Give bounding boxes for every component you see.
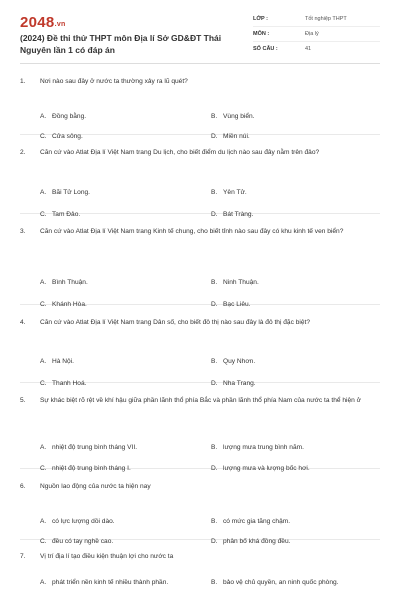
question-number: 3. <box>20 228 26 235</box>
option-b[interactable]: B. lượng mưa trung bình năm. <box>211 443 304 451</box>
option-b[interactable]: B. Yên Tử. <box>211 188 247 196</box>
option-a[interactable]: A. Hà Nội. <box>40 357 74 365</box>
question-number: 2. <box>20 149 26 156</box>
question-prompt: Sự khác biệt rõ rệt về khí hậu giữa phần lãnh thổ phía Bắc và phần lãnh thổ phía Nam của nước ta thể hiện ở <box>40 397 362 404</box>
question-4 <box>20 305 380 387</box>
option-a[interactable]: A. có lực lượng dồi dào. <box>40 517 115 525</box>
question-text <box>20 482 380 493</box>
meta-value: 41 <box>305 46 312 52</box>
option-c[interactable]: C. Tam Đảo. <box>40 210 81 218</box>
option-d[interactable]: D. Bạc Liêu. <box>211 300 251 308</box>
question-number: 6. <box>20 483 26 490</box>
meta-subject <box>253 27 380 42</box>
option-d[interactable]: D. phân bố khá đồng đều. <box>211 537 291 545</box>
meta-label: SỐ CÂU : <box>253 46 278 52</box>
question-1 <box>20 64 380 140</box>
meta-class <box>253 12 380 27</box>
meta-value: Tốt nghiệp THPT <box>305 16 347 22</box>
question-number: 1. <box>20 78 26 85</box>
meta-value: Địa lý <box>305 31 319 37</box>
question-2 <box>20 132 380 218</box>
exam-header <box>20 0 380 64</box>
question-text <box>20 77 380 88</box>
option-b[interactable]: B. có mức gia tăng chậm. <box>211 517 291 525</box>
question-prompt: Nguồn lao động của nước ta hiện nay <box>40 483 151 490</box>
question-3 <box>20 214 380 308</box>
question-number: 5. <box>20 397 26 404</box>
option-d[interactable]: D. Nha Trang. <box>211 379 256 387</box>
question-prompt: Vị trí địa lí tạo điều kiện thuận lợi cho nước ta <box>40 553 174 560</box>
option-d[interactable]: D. lượng mưa và lượng bốc hơi. <box>211 464 310 472</box>
option-a[interactable]: A. Bình Thuận. <box>40 278 88 286</box>
question-6 <box>20 469 380 545</box>
exam-meta <box>253 12 380 57</box>
meta-count <box>253 42 380 57</box>
option-a[interactable]: A. nhiệt độ trung bình tháng VII. <box>40 443 138 451</box>
question-7 <box>20 537 380 600</box>
option-c[interactable]: C. nhiệt độ trung bình tháng I. <box>40 464 131 472</box>
question-5 <box>20 383 380 472</box>
option-b[interactable]: B. Ninh Thuận. <box>211 278 259 286</box>
exam-title: (2024) Đề thi thử THPT môn Địa lí Sở GD&ĐT Thái Nguyên lần 1 có đáp án <box>20 33 222 55</box>
site-logo[interactable]: 2048.vn <box>20 14 66 31</box>
question-number: 7. <box>20 553 26 560</box>
option-a[interactable]: A. Bãi Tử Long. <box>40 188 91 196</box>
question-text <box>20 227 380 238</box>
option-c[interactable]: C. Cửa sông. <box>40 132 83 140</box>
option-d[interactable]: D. Miền núi. <box>211 132 250 140</box>
option-c[interactable]: C. Khánh Hòa. <box>40 300 87 308</box>
question-text <box>20 148 380 159</box>
option-c[interactable]: C. Thanh Hoá. <box>40 379 87 387</box>
question-prompt: Căn cứ vào Atlat Địa lí Việt Nam trang Du lịch, cho biết điểm du lịch nào sau đây nằm trên đảo? <box>40 149 320 156</box>
option-c[interactable]: C. đều có tay nghề cao. <box>40 537 114 545</box>
option-b[interactable]: B. bảo vệ chủ quyền, an ninh quốc phòng. <box>211 578 339 586</box>
question-prompt: Căn cứ vào Atlat Địa lí Việt Nam trang Dân số, cho biết đô thị nào sau đây là đô thị đặc biệt? <box>40 319 311 326</box>
question-number: 4. <box>20 319 26 326</box>
option-d[interactable]: D. Bát Tràng. <box>211 210 254 218</box>
option-a[interactable]: A. phát triển nền kinh tế nhiều thành phần. <box>40 578 169 586</box>
question-text <box>20 552 380 563</box>
question-text <box>20 318 380 329</box>
option-b[interactable]: B. Quy Nhơn. <box>211 357 256 365</box>
option-a[interactable]: A. Đồng bằng. <box>40 112 87 120</box>
question-prompt: Nơi nào sau đây ở nước ta thường xảy ra lũ quét? <box>40 78 188 85</box>
option-b[interactable]: B. Vùng biển. <box>211 112 255 120</box>
question-prompt: Căn cứ vào Atlat Địa lí Việt Nam trang Kinh tế chung, cho biết tỉnh nào sau đây có khu kinh tế ven biển? <box>40 228 344 235</box>
meta-label: MÔN : <box>253 31 270 37</box>
meta-label: LỚP : <box>253 16 268 22</box>
question-text <box>20 396 380 407</box>
